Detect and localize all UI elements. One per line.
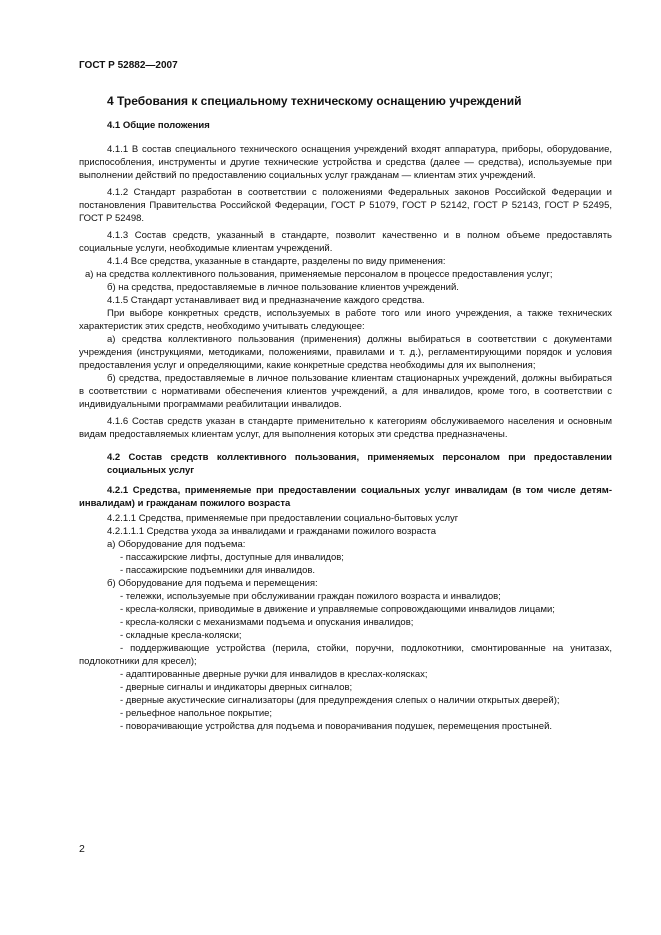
list-item: - поддерживающие устройства (перила, стойки, поручни, подлокотники, смонтированные на унитазах, подлокотники для кресел); — [79, 643, 612, 667]
paragraph-selection: При выборе конкретных средств, используемых в работе того или иного учреждения, а также технических характеристик этих средств, необходимо учитывать следующее: — [79, 308, 612, 332]
list-item: - складные кресла-коляски; — [120, 630, 242, 641]
paragraph-4-1-4-b: б) на средства, предоставляемые в личное пользование клиентов учреждений. — [107, 282, 459, 293]
list-item: - кресла-коляски с механизмами подъема и опускания инвалидов; — [120, 617, 414, 628]
paragraph-4-1-6: 4.1.6 Состав средств указан в стандарте применительно к категориям обслуживаемого населения и основным видам предоставляемых клиентам услуг, для выполнения которых эти средства предназначены. — [79, 416, 612, 440]
list-item: - дверные акустические сигнализаторы (для предупреждения слепых о наличии открытых дверей); — [120, 695, 560, 706]
paragraph-4-2-1-1: 4.2.1.1 Средства, применяемые при предоставлении социально-бытовых услуг — [107, 513, 459, 524]
subsection-title-4-2: 4.2 Состав средств коллективного пользования, применяемых персоналом при предоставлении социальных услуг — [107, 452, 612, 476]
document-body — [79, 84, 612, 733]
subsection-title-4-1: 4.1 Общие положения — [107, 120, 210, 131]
list-a-title: а) Оборудование для подъема: — [107, 539, 246, 550]
list-item: - дверные сигналы и индикаторы дверных сигналов; — [120, 682, 353, 693]
list-item: - тележки, используемые при обслуживании граждан пожилого возраста и инвалидов; — [120, 591, 501, 602]
list-item: - рельефное напольное покрытие; — [120, 708, 273, 719]
section-title: 4 Требования к специальному техническому оснащению учреждений — [107, 94, 522, 108]
paragraph-selection-a: а) средства коллективного пользования (применения) должны выбираться в соответствии с документами учреждения (инструкциями, методиками, положениями, правилами и т. д.), регламентирующими порядок и условия предоставления услуг и определяющими, какие конкретные средства необходимы для их выполнения; — [79, 334, 612, 371]
paragraph-selection-b: б) средства, предоставляемые в личное пользование клиентам стационарных учреждений, должны выбираться в соответствии с нормативами обеспечения клиентов учреждений, а для инвалидов, кроме того, в соответствии с индивидуальными программами реабилитации инвалидов. — [79, 373, 612, 410]
paragraph-4-2-1-1-1: 4.2.1.1.1 Средства ухода за инвалидами и гражданами пожилого возраста — [107, 526, 437, 537]
list-item: - пассажирские лифты, доступные для инвалидов; — [120, 552, 344, 563]
document-code: ГОСТ Р 52882—2007 — [79, 60, 178, 71]
list-b-title: б) Оборудование для подъема и перемещения: — [107, 578, 318, 589]
page-number: 2 — [79, 843, 85, 855]
list-item: - кресла-коляски, приводимые в движение и управляемые сопровождающими инвалидов лицами; — [120, 604, 555, 615]
list-item: - адаптированные дверные ручки для инвалидов в креслах-колясках; — [120, 669, 428, 680]
paragraph-4-1-5: 4.1.5 Стандарт устанавливает вид и предназначение каждого средства. — [107, 295, 425, 306]
paragraph-4-1-4-a: а) на средства коллективного пользования, применяемые персоналом в процессе предоставления услуг; — [85, 269, 553, 280]
paragraph-4-1-1: 4.1.1 В состав специального технического оснащения учреждений входят аппаратура, приборы, оборудование, приспособления, инструменты и другие технические устройства и средства (далее — средства), используемые при выполнении действий по предоставлению социальных услуг гражданам — клиентам этих учреждений. — [79, 144, 612, 181]
list-item: - поворачивающие устройства для подъема и поворачивания подушек, перемещения простыней. — [120, 721, 553, 732]
paragraph-4-1-2: 4.1.2 Стандарт разработан в соответствии с положениями Федеральных законов Российской Федерации и постановления Правительства Российской Федерации, ГОСТ Р 51079, ГОСТ Р 52142, ГОСТ Р 52143, ГОСТ Р 52495, ГОСТ Р 52498. — [79, 187, 612, 224]
list-item: - пассажирские подъемники для инвалидов. — [120, 565, 316, 576]
paragraph-4-1-4: 4.1.4 Все средства, указанные в стандарте, разделены по виду применения: — [107, 256, 446, 267]
subsection-title-4-2-1: 4.2.1 Средства, применяемые при предоставлении социальных услуг инвалидам (в том числе детям-инвалидам) и гражданам пожилого возраста — [79, 485, 612, 509]
paragraph-4-1-3: 4.1.3 Состав средств, указанный в стандарте, позволит качественно и в полном объеме предоставлять социальные услуги, необходимые клиентам учреждений. — [79, 230, 612, 254]
